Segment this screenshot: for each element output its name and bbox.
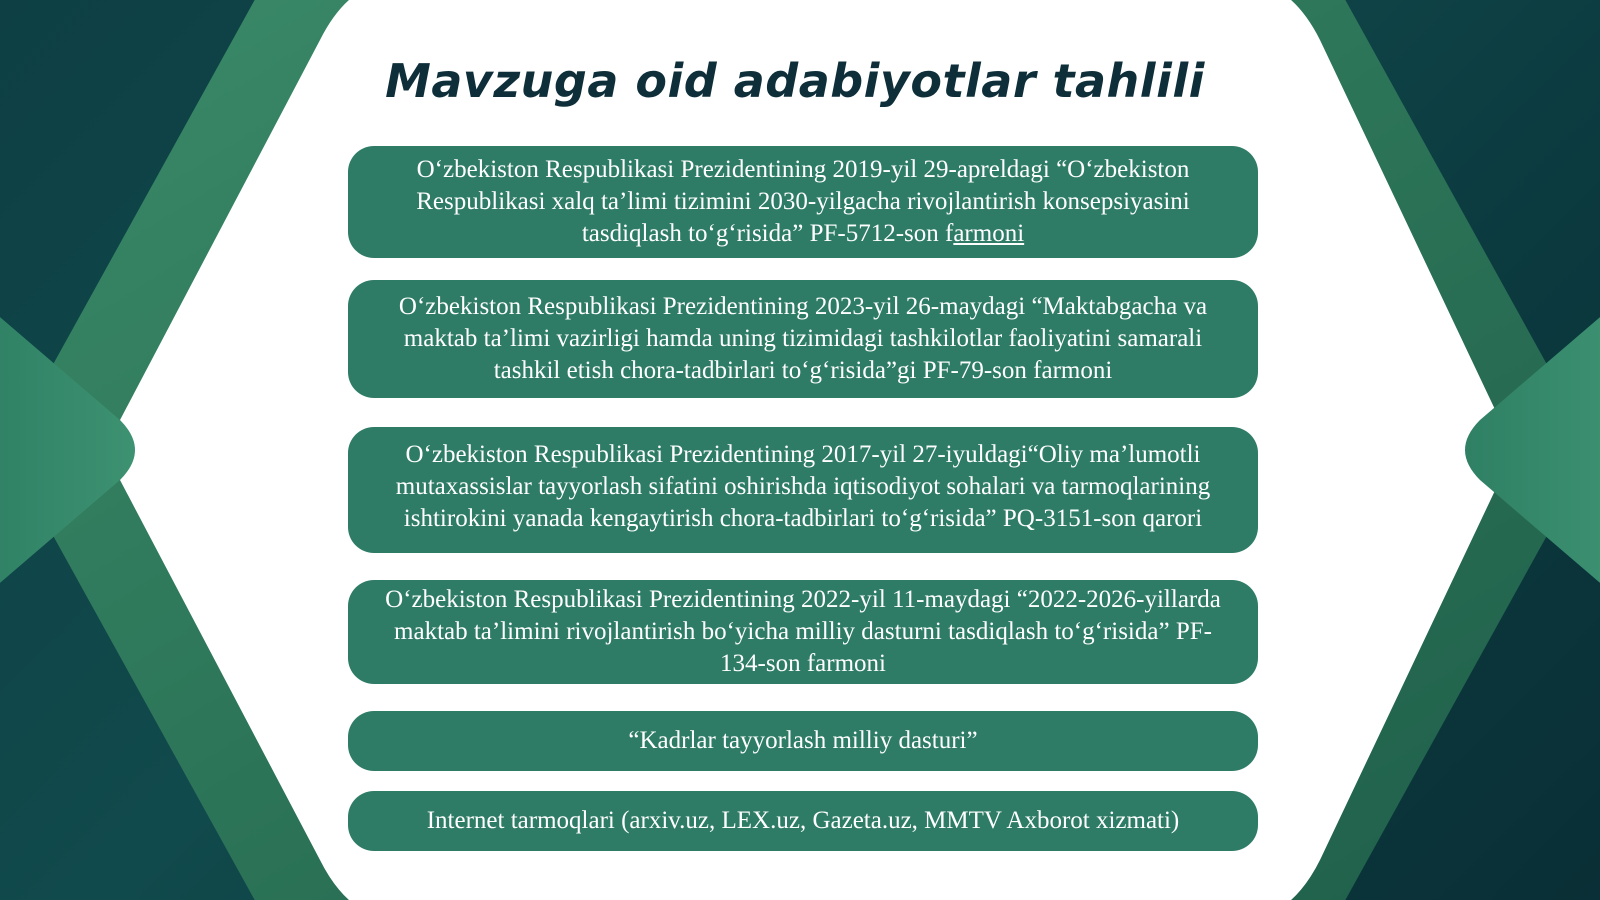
slide-title: Mavzuga oid adabiyotlar tahlili [385,54,1205,108]
reference-item-4-text: O‘zbekiston Respublikasi Prezidentining 2022-yil 11-maydagi “2022-2026-yillarda maktab ta’limini rivojlantirish bo‘yicha milliy dasturni tasdiqlash to‘g‘risida” PF-134-son farmoni [385,586,1221,677]
reference-item-4 [348,580,1258,684]
reference-item-2 [348,280,1258,398]
underlined-text: armoni [953,220,1025,247]
reference-item-2-text: O‘zbekiston Respublikasi Prezidentining 2023-yil 26-maydagi “Maktabgacha va maktab ta’limi vazirligi hamda uning tizimidagi tashkilotlar faoliyatini samarali tashkil etish chora-tadbirlari to‘g‘risida”gi PF-79-son farmoni [398,293,1208,384]
reference-item-3-text: O‘zbekiston Respublikasi Prezidentining 2017-yil 27-iyuldagi“Oliy ma’lumotli mutaxassislar tayyorlash sifatini oshirishda iqtisodiyot sohalari va tarmoqlarining ishtirokini yanada kengaytirish chora-tadbirlari to‘g‘risida” PQ-3151-son qarori [395,441,1211,532]
reference-item-6-text: Internet tarmoqlari (arxiv.uz, LEX.uz, Gazeta.uz, MMTV Axborot xizmati) [426,807,1180,834]
reference-item-3 [348,427,1258,553]
reference-item-1 [348,146,1258,258]
reference-item-1-text: O‘zbekiston Respublikasi Prezidentining 2019-yil 29-apreldagi “O‘zbekiston Respublikasi xalq ta’limi tizimini 2030-yilgacha rivojlantirish konsepsiyasini tasdiqlash to‘g‘risida” PF-5712-son farmoni [416,156,1190,247]
reference-item-5-text: “Kadrlar tayyorlash milliy dasturi” [628,727,978,754]
reference-item-5 [348,711,1258,771]
reference-item-6 [348,791,1258,851]
